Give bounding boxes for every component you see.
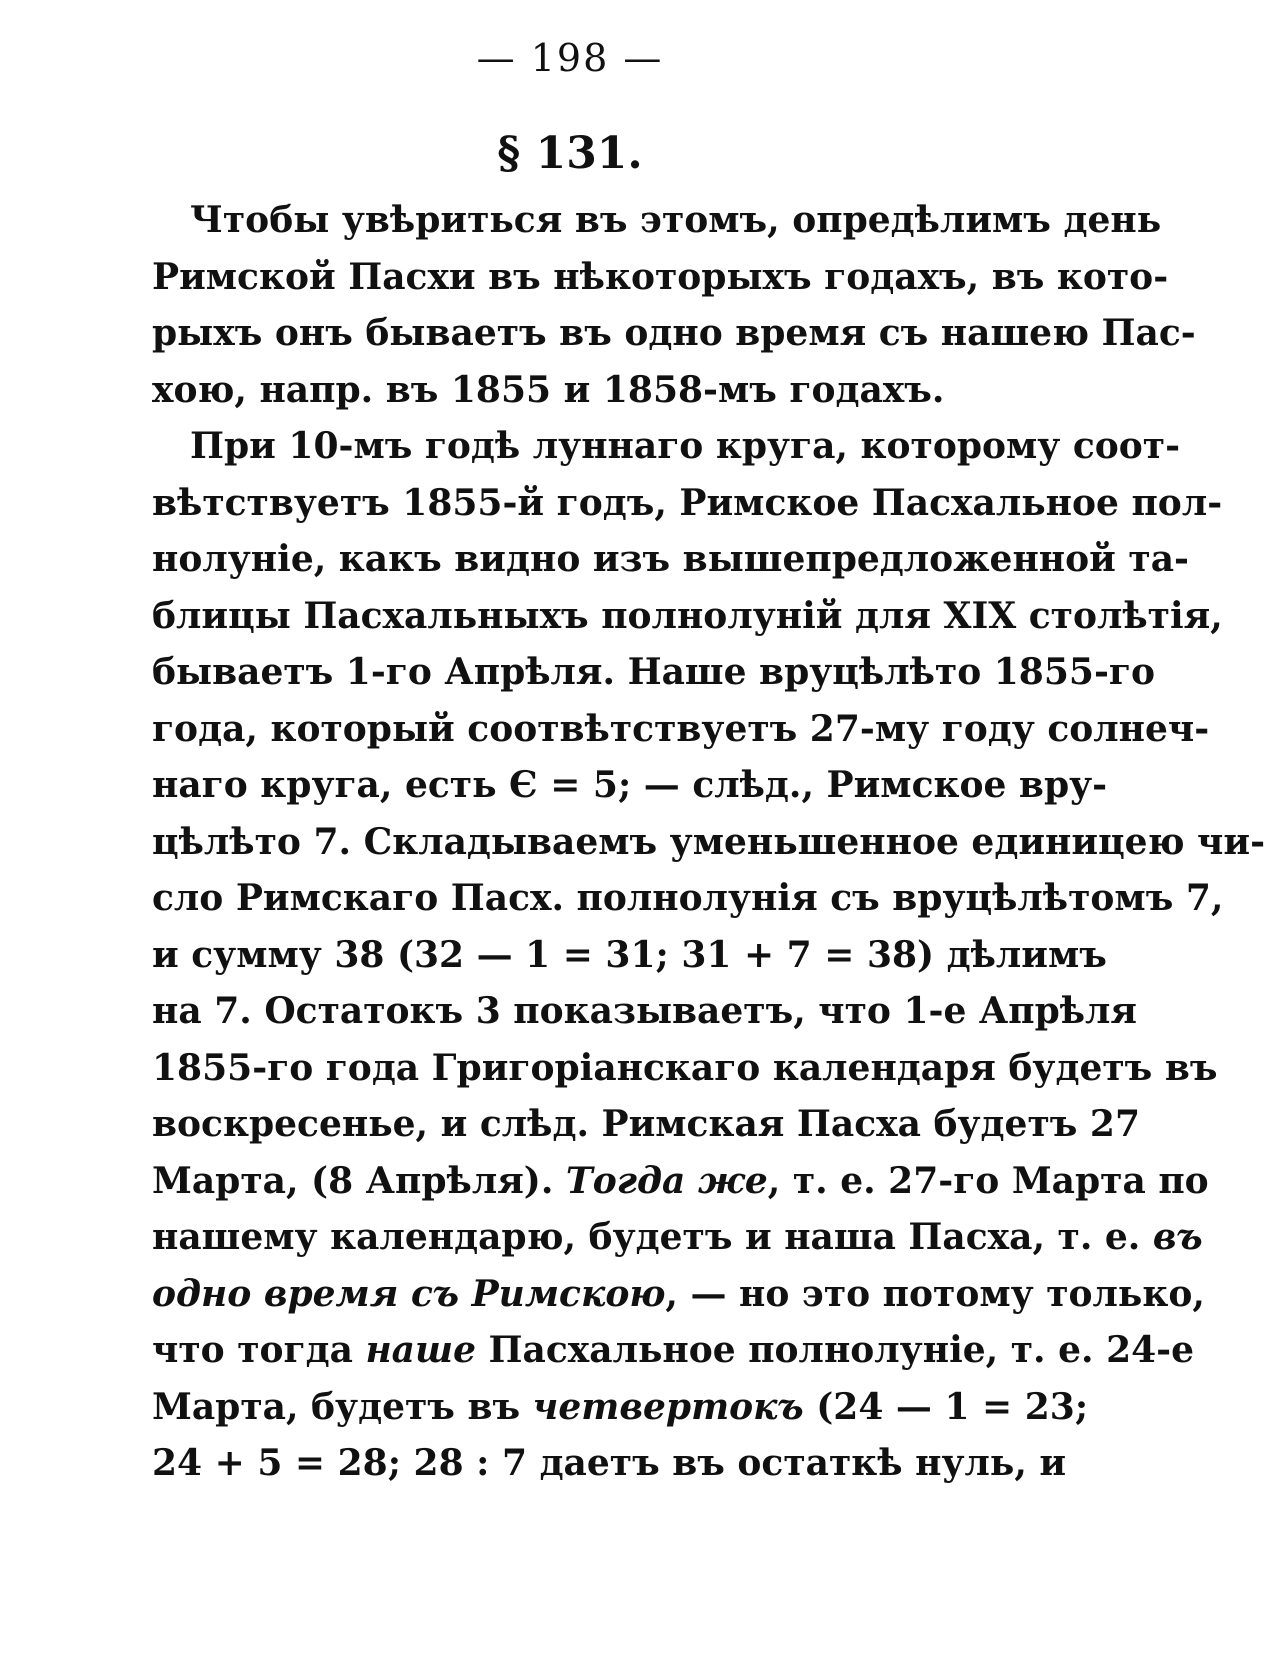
text-run: Пасхальное полнолуніе, т. е. 24-е [476, 1329, 1195, 1371]
italic-run: четвертокъ [532, 1385, 804, 1428]
page-number: — 198 — [476, 36, 664, 80]
text-line: нолуніе, какъ видно изъ вышепредложенной та- [152, 538, 1189, 580]
text-line [152, 1209, 1203, 1266]
text-line: сло Римскаго Пасх. полнолунія съ вруцѣлѣтомъ 7, [152, 877, 1224, 919]
paragraph-2 [152, 418, 1265, 1492]
text-line [152, 1153, 1209, 1210]
paragraph-1 [152, 192, 1196, 418]
text-run: Марта, будетъ въ [152, 1385, 533, 1428]
text-line: года, который соотвѣтствуетъ 27-му году солнеч- [152, 707, 1210, 750]
italic-run: наше [365, 1329, 477, 1371]
text-line: рыхъ онъ бываетъ въ одно время съ нашею Пас- [152, 312, 1196, 354]
italic-run: Тогда же [565, 1159, 768, 1202]
text-line: 1855-го года Григоріанскаго календаря будетъ въ [152, 1046, 1218, 1089]
text-line: блицы Пасхальныхъ полнолуній для XIX столѣтія, [152, 594, 1223, 637]
text-run: (24 — 1 = 23; [803, 1385, 1089, 1428]
text-line: При 10-мъ годѣ луннаго круга, которому соот- [190, 425, 1181, 467]
text-run: , — но это потому только, [665, 1272, 1205, 1315]
text-line: цѣлѣто 7. Складываемъ уменьшенное единицею чи- [152, 820, 1265, 863]
text-line: Чтобы увѣриться въ этомъ, опредѣлимъ день [190, 199, 1162, 241]
text-line: Римской Пасхи въ нѣкоторыхъ годахъ, въ кото- [152, 255, 1169, 298]
text-line: 24 + 5 = 28; 28 : 7 даетъ въ остаткѣ нуль, и [152, 1442, 1067, 1484]
text-line: бываетъ 1-го Апрѣля. Наше вруцѣлѣто 1855-го [152, 651, 1155, 693]
text-line: вѣтствуетъ 1855-й годъ, Римское Пасхальное пол- [152, 481, 1223, 524]
italic-run: въ [1152, 1216, 1203, 1258]
text-line: хою, напр. въ 1855 и 1858-мъ годахъ. [152, 368, 945, 411]
text-line [152, 1266, 1205, 1323]
text-line [152, 1322, 1195, 1379]
text-run: нашему календарю, будетъ и наша Пасха, т. е. [152, 1216, 1153, 1258]
text-line: воскресенье, и слѣд. Римская Пасха будетъ 27 [152, 1103, 1140, 1145]
italic-run: одно время съ Римскою [152, 1272, 666, 1315]
text-run: что тогда [152, 1329, 366, 1371]
section-heading: § 131. [497, 128, 643, 179]
text-line [152, 1379, 1089, 1436]
text-line: наго круга, есть Є = 5; — слѣд., Римское вру- [152, 764, 1108, 806]
text-run: Марта, (8 Апрѣля). [152, 1159, 566, 1202]
text-line: и сумму 38 (32 — 1 = 31; 31 + 7 = 38) дѣлимъ [152, 933, 1107, 976]
text-run: , т. е. 27-го Марта по [767, 1159, 1209, 1202]
text-line: на 7. Остатокъ 3 показываетъ, что 1-е Апрѣля [152, 990, 1138, 1032]
